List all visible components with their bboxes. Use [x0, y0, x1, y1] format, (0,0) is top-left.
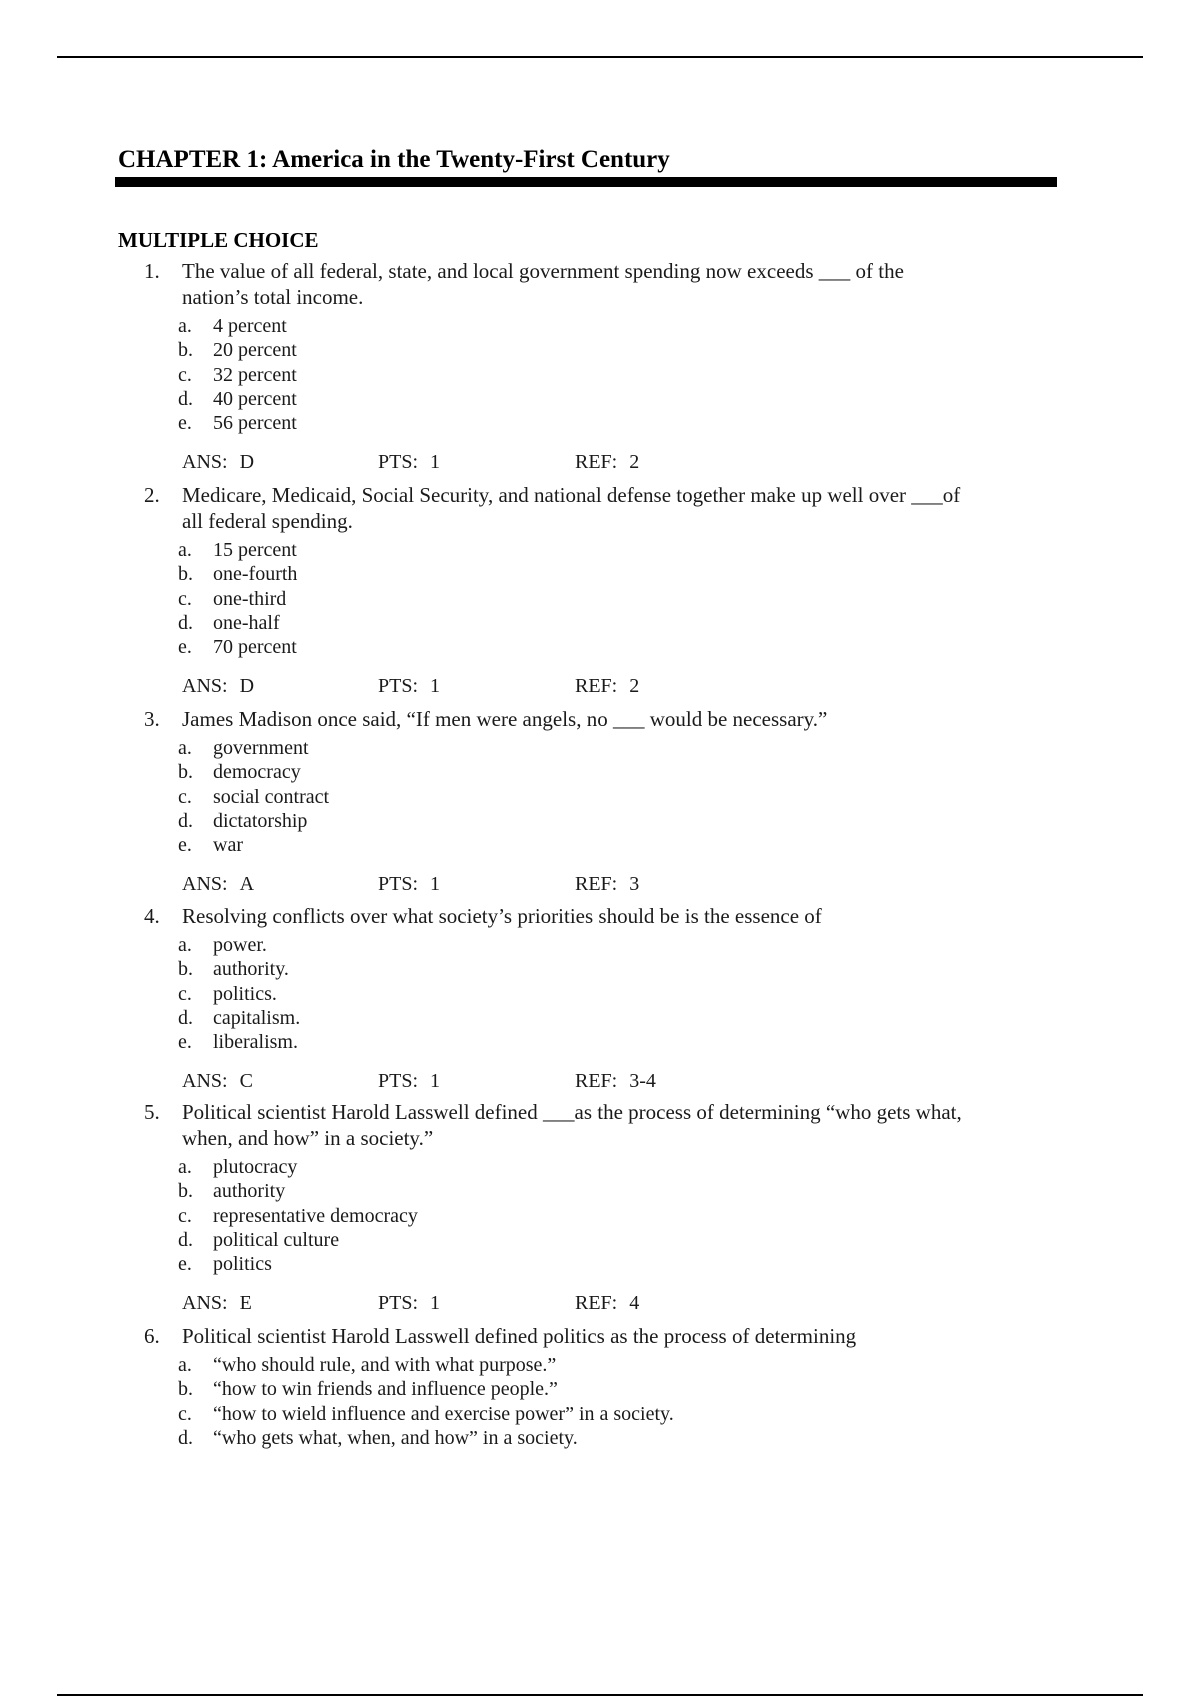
points-value [378, 872, 440, 896]
answer-option-text: representative democracy [213, 1204, 418, 1227]
question-number: 3. [144, 707, 160, 731]
ans-value: D [239, 674, 255, 697]
answer-option-text: political culture [213, 1228, 340, 1251]
answer-option-text: “who should rule, and with what purpose.” [213, 1354, 557, 1376]
points-value [378, 674, 440, 698]
answer-option-letter: a. [178, 934, 192, 956]
answer-option-text: 20 percent [213, 339, 297, 362]
answer-option-letter: b. [178, 339, 193, 362]
reference-value [575, 450, 639, 474]
ans-label: ANS: [182, 1069, 228, 1092]
pts-label: PTS: [378, 450, 419, 473]
ref-label: REF: [575, 1069, 618, 1092]
section-heading: MULTIPLE CHOICE [118, 228, 319, 252]
reference-value [575, 1291, 639, 1315]
ref-value: 2 [629, 450, 640, 473]
answer-option-letter: b. [178, 761, 193, 784]
points-value [378, 1069, 440, 1093]
question-stem-line: James Madison once said, “If men were angels, no ___ would be necessary.” [182, 707, 828, 731]
answer-option-letter: a. [178, 1354, 192, 1376]
answer-option-letter: d. [178, 611, 193, 634]
ans-value: C [239, 1069, 253, 1092]
ref-label: REF: [575, 1291, 618, 1314]
answer-option-text: war [213, 834, 243, 857]
answer-option-text: one-half [213, 611, 280, 634]
pts-label: PTS: [378, 872, 419, 895]
answer-key [182, 872, 254, 896]
answer-option-letter: d. [178, 1426, 193, 1449]
answer-option-text: “who gets what, when, and how” in a society. [213, 1426, 578, 1449]
question-stem-line: when, and how” in a society.” [182, 1126, 434, 1150]
question-number: 5. [144, 1100, 160, 1124]
answer-option-text: 56 percent [213, 412, 297, 435]
ans-value: D [239, 450, 255, 473]
ref-value: 4 [629, 1291, 640, 1314]
answer-option-letter: b. [178, 1180, 193, 1203]
answer-key [182, 1291, 252, 1315]
ans-label: ANS: [182, 1291, 228, 1314]
ans-label: ANS: [182, 674, 228, 697]
answer-option-text: 15 percent [213, 539, 297, 561]
answer-option-text: one-third [213, 587, 287, 610]
answer-option-text: dictatorship [213, 809, 308, 832]
answer-option-text: 32 percent [213, 363, 297, 386]
question-number: 1. [144, 259, 160, 283]
points-value [378, 450, 440, 474]
answer-option-letter: e. [178, 834, 192, 857]
ans-value: E [239, 1291, 252, 1314]
pts-value: 1 [430, 1069, 441, 1092]
answer-option-text: plutocracy [213, 1156, 298, 1178]
answer-option-letter: c. [178, 785, 192, 808]
answer-key [182, 450, 254, 474]
question-stem-line: all federal spending. [182, 509, 353, 533]
answer-option-letter: a. [178, 539, 192, 561]
answer-option-text: politics. [213, 982, 277, 1005]
answer-option-text: liberalism. [213, 1031, 298, 1054]
answer-option-letter: b. [178, 958, 193, 981]
answer-option-text: politics [213, 1253, 272, 1276]
points-value [378, 1291, 440, 1315]
answer-option-letter: b. [178, 563, 193, 586]
question-number: 6. [144, 1324, 160, 1348]
ans-label: ANS: [182, 450, 228, 473]
question-stem-line: Resolving conflicts over what society’s priorities should be is the essence of [182, 904, 822, 928]
ref-label: REF: [575, 674, 618, 697]
answer-option-text: one-fourth [213, 563, 298, 586]
answer-option-letter: e. [178, 412, 192, 435]
answer-option-letter: a. [178, 737, 192, 759]
answer-option-letter: d. [178, 387, 193, 410]
pts-label: PTS: [378, 1291, 419, 1314]
answer-option-text: power. [213, 934, 267, 956]
answer-option-letter: c. [178, 587, 192, 610]
question-stem-line: nation’s total income. [182, 285, 364, 309]
pts-value: 1 [430, 674, 441, 697]
answer-option-letter: d. [178, 809, 193, 832]
answer-option-letter: c. [178, 363, 192, 386]
pts-value: 1 [430, 1291, 441, 1314]
ref-value: 3-4 [629, 1069, 656, 1092]
ref-value: 3 [629, 872, 640, 895]
ref-label: REF: [575, 872, 618, 895]
ans-label: ANS: [182, 872, 228, 895]
answer-option-text: authority. [213, 958, 289, 981]
question-stem-line: Political scientist Harold Lasswell defined politics as the process of determining [182, 1324, 857, 1348]
answer-option-letter: e. [178, 1031, 192, 1054]
answer-option-letter: e. [178, 636, 192, 659]
pts-label: PTS: [378, 1069, 419, 1092]
answer-option-letter: e. [178, 1253, 192, 1276]
answer-key [182, 1069, 253, 1093]
ref-value: 2 [629, 674, 640, 697]
question-number: 4. [144, 904, 160, 928]
answer-option-text: 4 percent [213, 315, 287, 337]
answer-option-letter: d. [178, 1228, 193, 1251]
reference-value [575, 872, 639, 896]
question-stem-line: The value of all federal, state, and local government spending now exceeds ___ of the [182, 259, 904, 283]
answer-key [182, 674, 254, 698]
answer-option-text: “how to win friends and influence people.” [213, 1378, 558, 1401]
answer-option-letter: c. [178, 982, 192, 1005]
answer-option-text: capitalism. [213, 1006, 301, 1029]
answer-option-text: government [213, 737, 309, 759]
chapter-title: CHAPTER 1: America in the Twenty-First Century [118, 146, 670, 173]
answer-option-text: democracy [213, 761, 301, 784]
question-stem-line: Medicare, Medicaid, Social Security, and national defense together make up well over ___of [182, 483, 961, 507]
answer-option-letter: a. [178, 1156, 192, 1178]
question-stem-line: Political scientist Harold Lasswell defined ___as the process of determining “who gets what, [182, 1100, 962, 1124]
pts-value: 1 [430, 450, 441, 473]
reference-value [575, 1069, 656, 1093]
answer-option-text: authority [213, 1180, 286, 1203]
answer-option-text: “how to wield influence and exercise power” in a society. [213, 1402, 674, 1425]
answer-option-letter: c. [178, 1204, 192, 1227]
pts-value: 1 [430, 872, 441, 895]
answer-option-letter: c. [178, 1402, 192, 1425]
reference-value [575, 674, 639, 698]
question-number: 2. [144, 483, 160, 507]
answer-option-letter: b. [178, 1378, 193, 1401]
answer-option-text: social contract [213, 785, 330, 808]
ans-value: A [239, 872, 255, 895]
answer-option-text: 70 percent [213, 636, 297, 659]
answer-option-letter: d. [178, 1006, 193, 1029]
page-bottom-rule [57, 1694, 1143, 1696]
pts-label: PTS: [378, 674, 419, 697]
answer-option-letter: a. [178, 315, 192, 337]
answer-option-text: 40 percent [213, 387, 297, 410]
ref-label: REF: [575, 450, 618, 473]
